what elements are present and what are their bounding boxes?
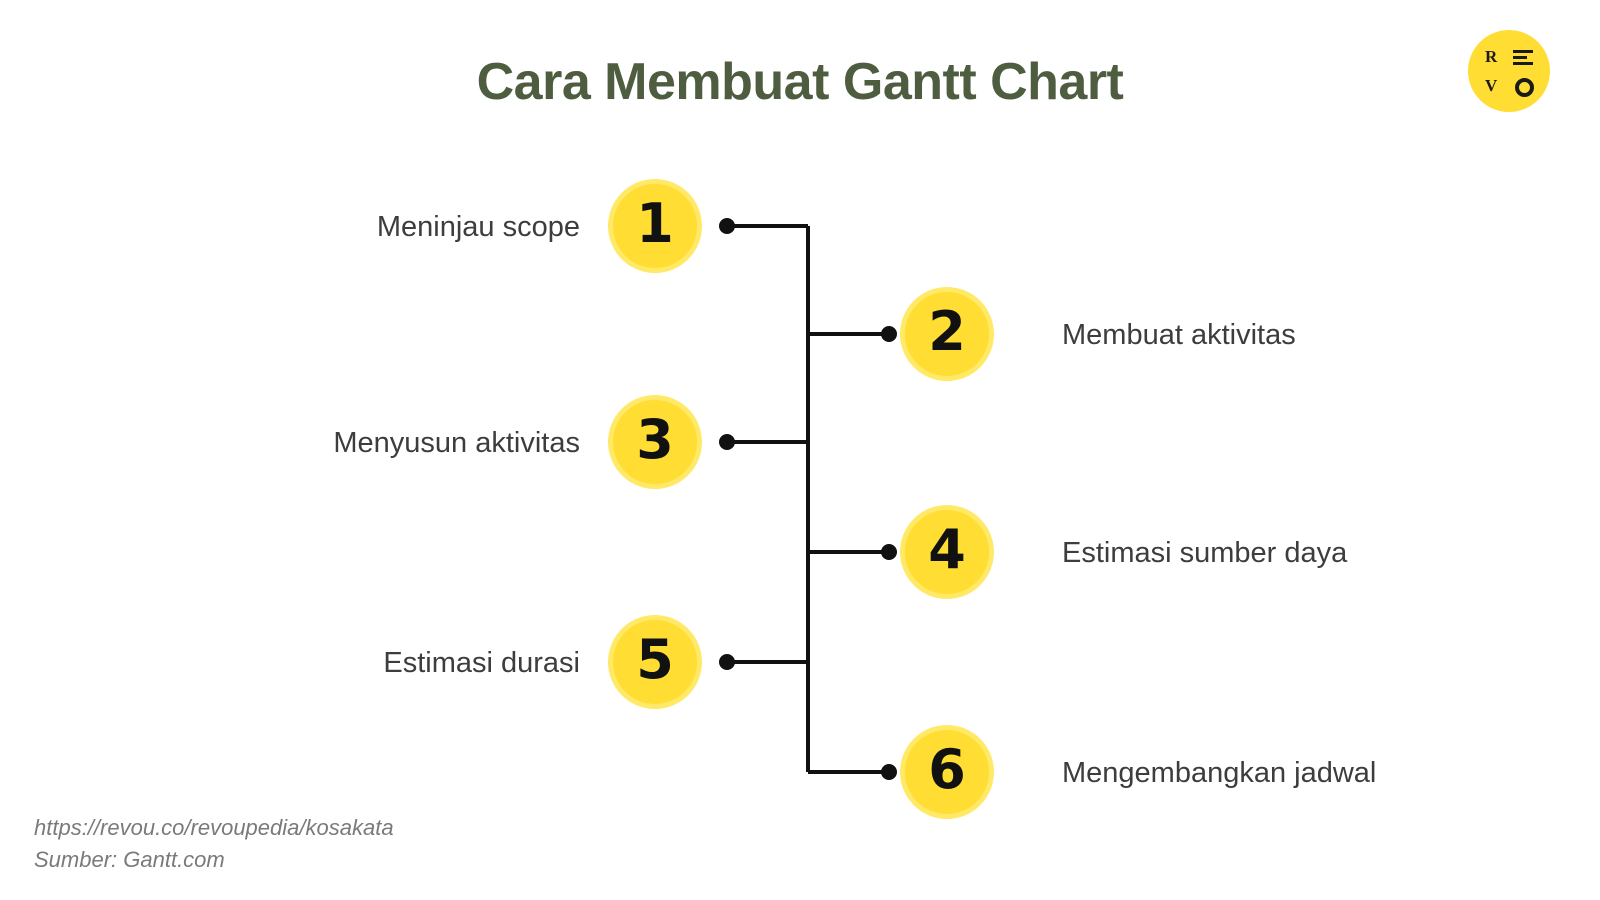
page-title: Cara Membuat Gantt Chart	[476, 53, 1124, 111]
step-label-4: Estimasi sumber daya	[1062, 537, 1348, 569]
footer-source: Sumber: Gantt.com	[34, 846, 225, 872]
step-number-4: 4	[928, 518, 966, 581]
step-label-6: Mengembangkan jadwal	[1062, 757, 1377, 789]
step-label-1: Meninjau scope	[376, 211, 580, 243]
step-label-3: Menyusun aktivitas	[333, 427, 580, 459]
step-node-6[interactable]	[900, 725, 994, 819]
step-label-2: Membuat aktivitas	[1062, 319, 1296, 351]
logo-letter-v: V	[1485, 76, 1498, 95]
footer	[34, 812, 394, 876]
step-number-3: 3	[636, 408, 674, 471]
step-number-2: 2	[928, 300, 966, 363]
step-node-2[interactable]	[900, 287, 994, 381]
step-number-6: 6	[928, 738, 966, 801]
footer-url[interactable]: https://revou.co/revoupedia/kosakata	[34, 815, 394, 840]
step-node-5[interactable]	[608, 615, 702, 709]
step-node-4[interactable]	[900, 505, 994, 599]
step-label-5: Estimasi durasi	[383, 647, 580, 679]
step-number-1: 1	[636, 192, 674, 255]
step-node-1[interactable]	[608, 179, 702, 273]
step-node-3[interactable]	[608, 395, 702, 489]
step-number-5: 5	[636, 628, 674, 691]
logo-letter-r: R	[1485, 47, 1498, 66]
